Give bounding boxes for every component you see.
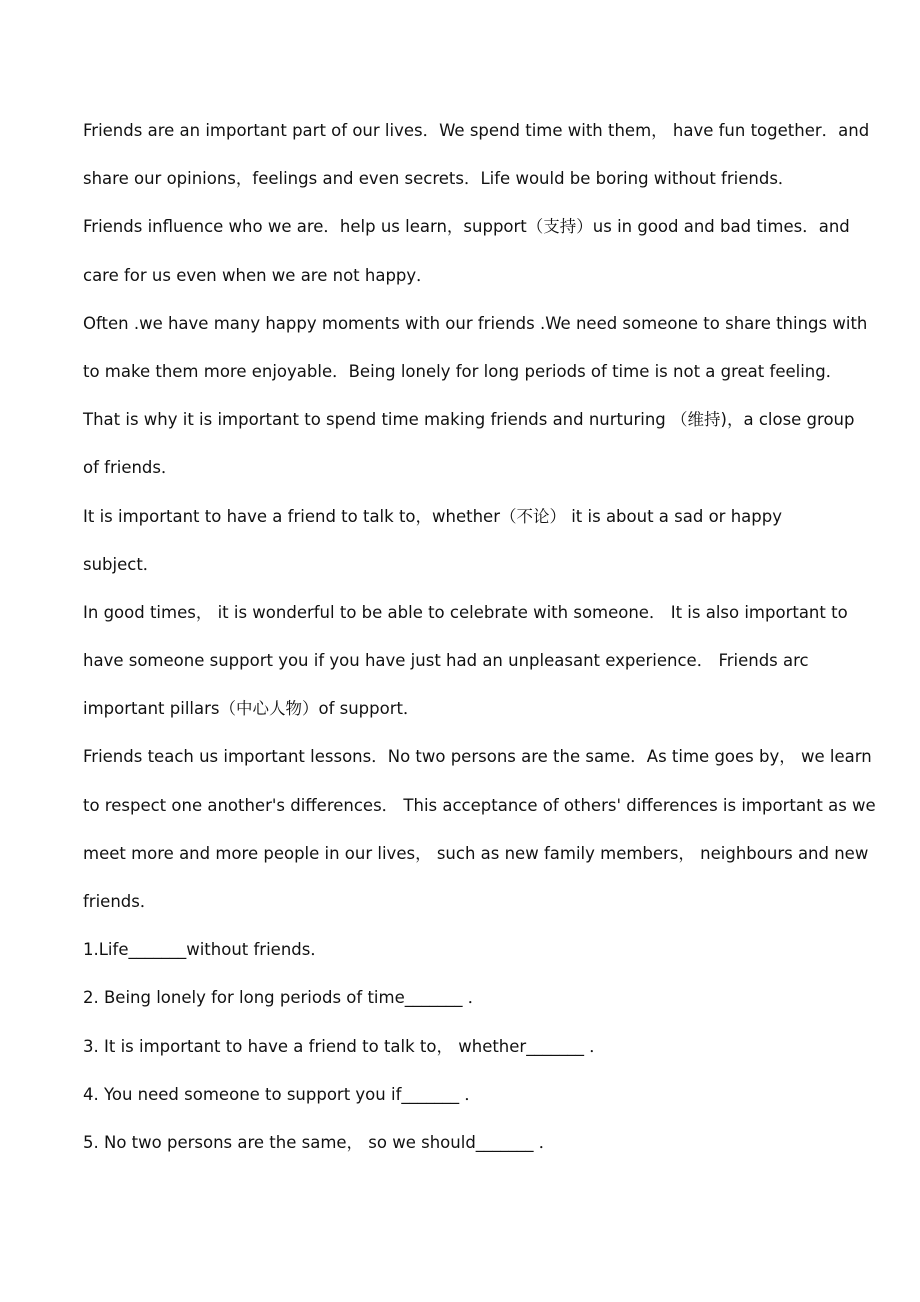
passage-line: care for us even when we are not happy． — [83, 265, 433, 285]
passage-line: Often .we have many happy moments with our friends .We need someone to share things with — [83, 313, 868, 333]
passage-line: That is why it is important to spend time making friends and nurturing （维持)，a close group — [83, 410, 855, 430]
question-item: 3. It is important to have a friend to talk to， whether_______ ． — [83, 1036, 606, 1056]
question-item: 2. Being lonely for long periods of time_______ ． — [83, 988, 485, 1008]
passage-line: to make them more enjoyable．Being lonely for long periods of time is not a great feeling． — [83, 361, 843, 381]
question-item: 1.Life_______without friends． — [83, 940, 327, 960]
passage-line: of friends． — [83, 458, 178, 478]
passage-line: meet more and more people in our lives， such as new family members， neighbours and new — [83, 843, 869, 863]
passage-line: Friends teach us important lessons．No two persons are the same．As time goes by， we learn — [83, 747, 872, 767]
passage-line: have someone support you if you have just had an unpleasant experience． Friends arc — [83, 651, 809, 671]
question-list — [83, 926, 873, 1167]
passage-line: It is important to have a friend to talk to，whether（不论） it is about a sad or happy — [83, 506, 782, 526]
document-page — [83, 107, 876, 1167]
passage-line: In good times， it is wonderful to be able to celebrate with someone． It is also important to — [83, 602, 848, 622]
passage-line: Friends influence who we are．help us learn，support（支持）us in good and bad times．and — [83, 217, 850, 237]
passage-line: share our opinions，feelings and even secrets．Life would be boring without friends． — [83, 169, 795, 189]
passage-line: friends． — [83, 892, 157, 911]
passage-line: to respect one another's differences． This acceptance of others' differences is important as we — [83, 795, 876, 815]
reading-passage — [83, 107, 876, 926]
passage-line: subject． — [83, 554, 160, 574]
passage-line: Friends are an important part of our lives．We spend time with them， have fun together．and — [83, 121, 870, 140]
passage-line: important pillars（中心人物）of support． — [83, 699, 420, 719]
question-item: 4. You need someone to support you if_______ ． — [83, 1084, 481, 1104]
question-item: 5. No two persons are the same， so we should_______ ． — [83, 1132, 556, 1152]
